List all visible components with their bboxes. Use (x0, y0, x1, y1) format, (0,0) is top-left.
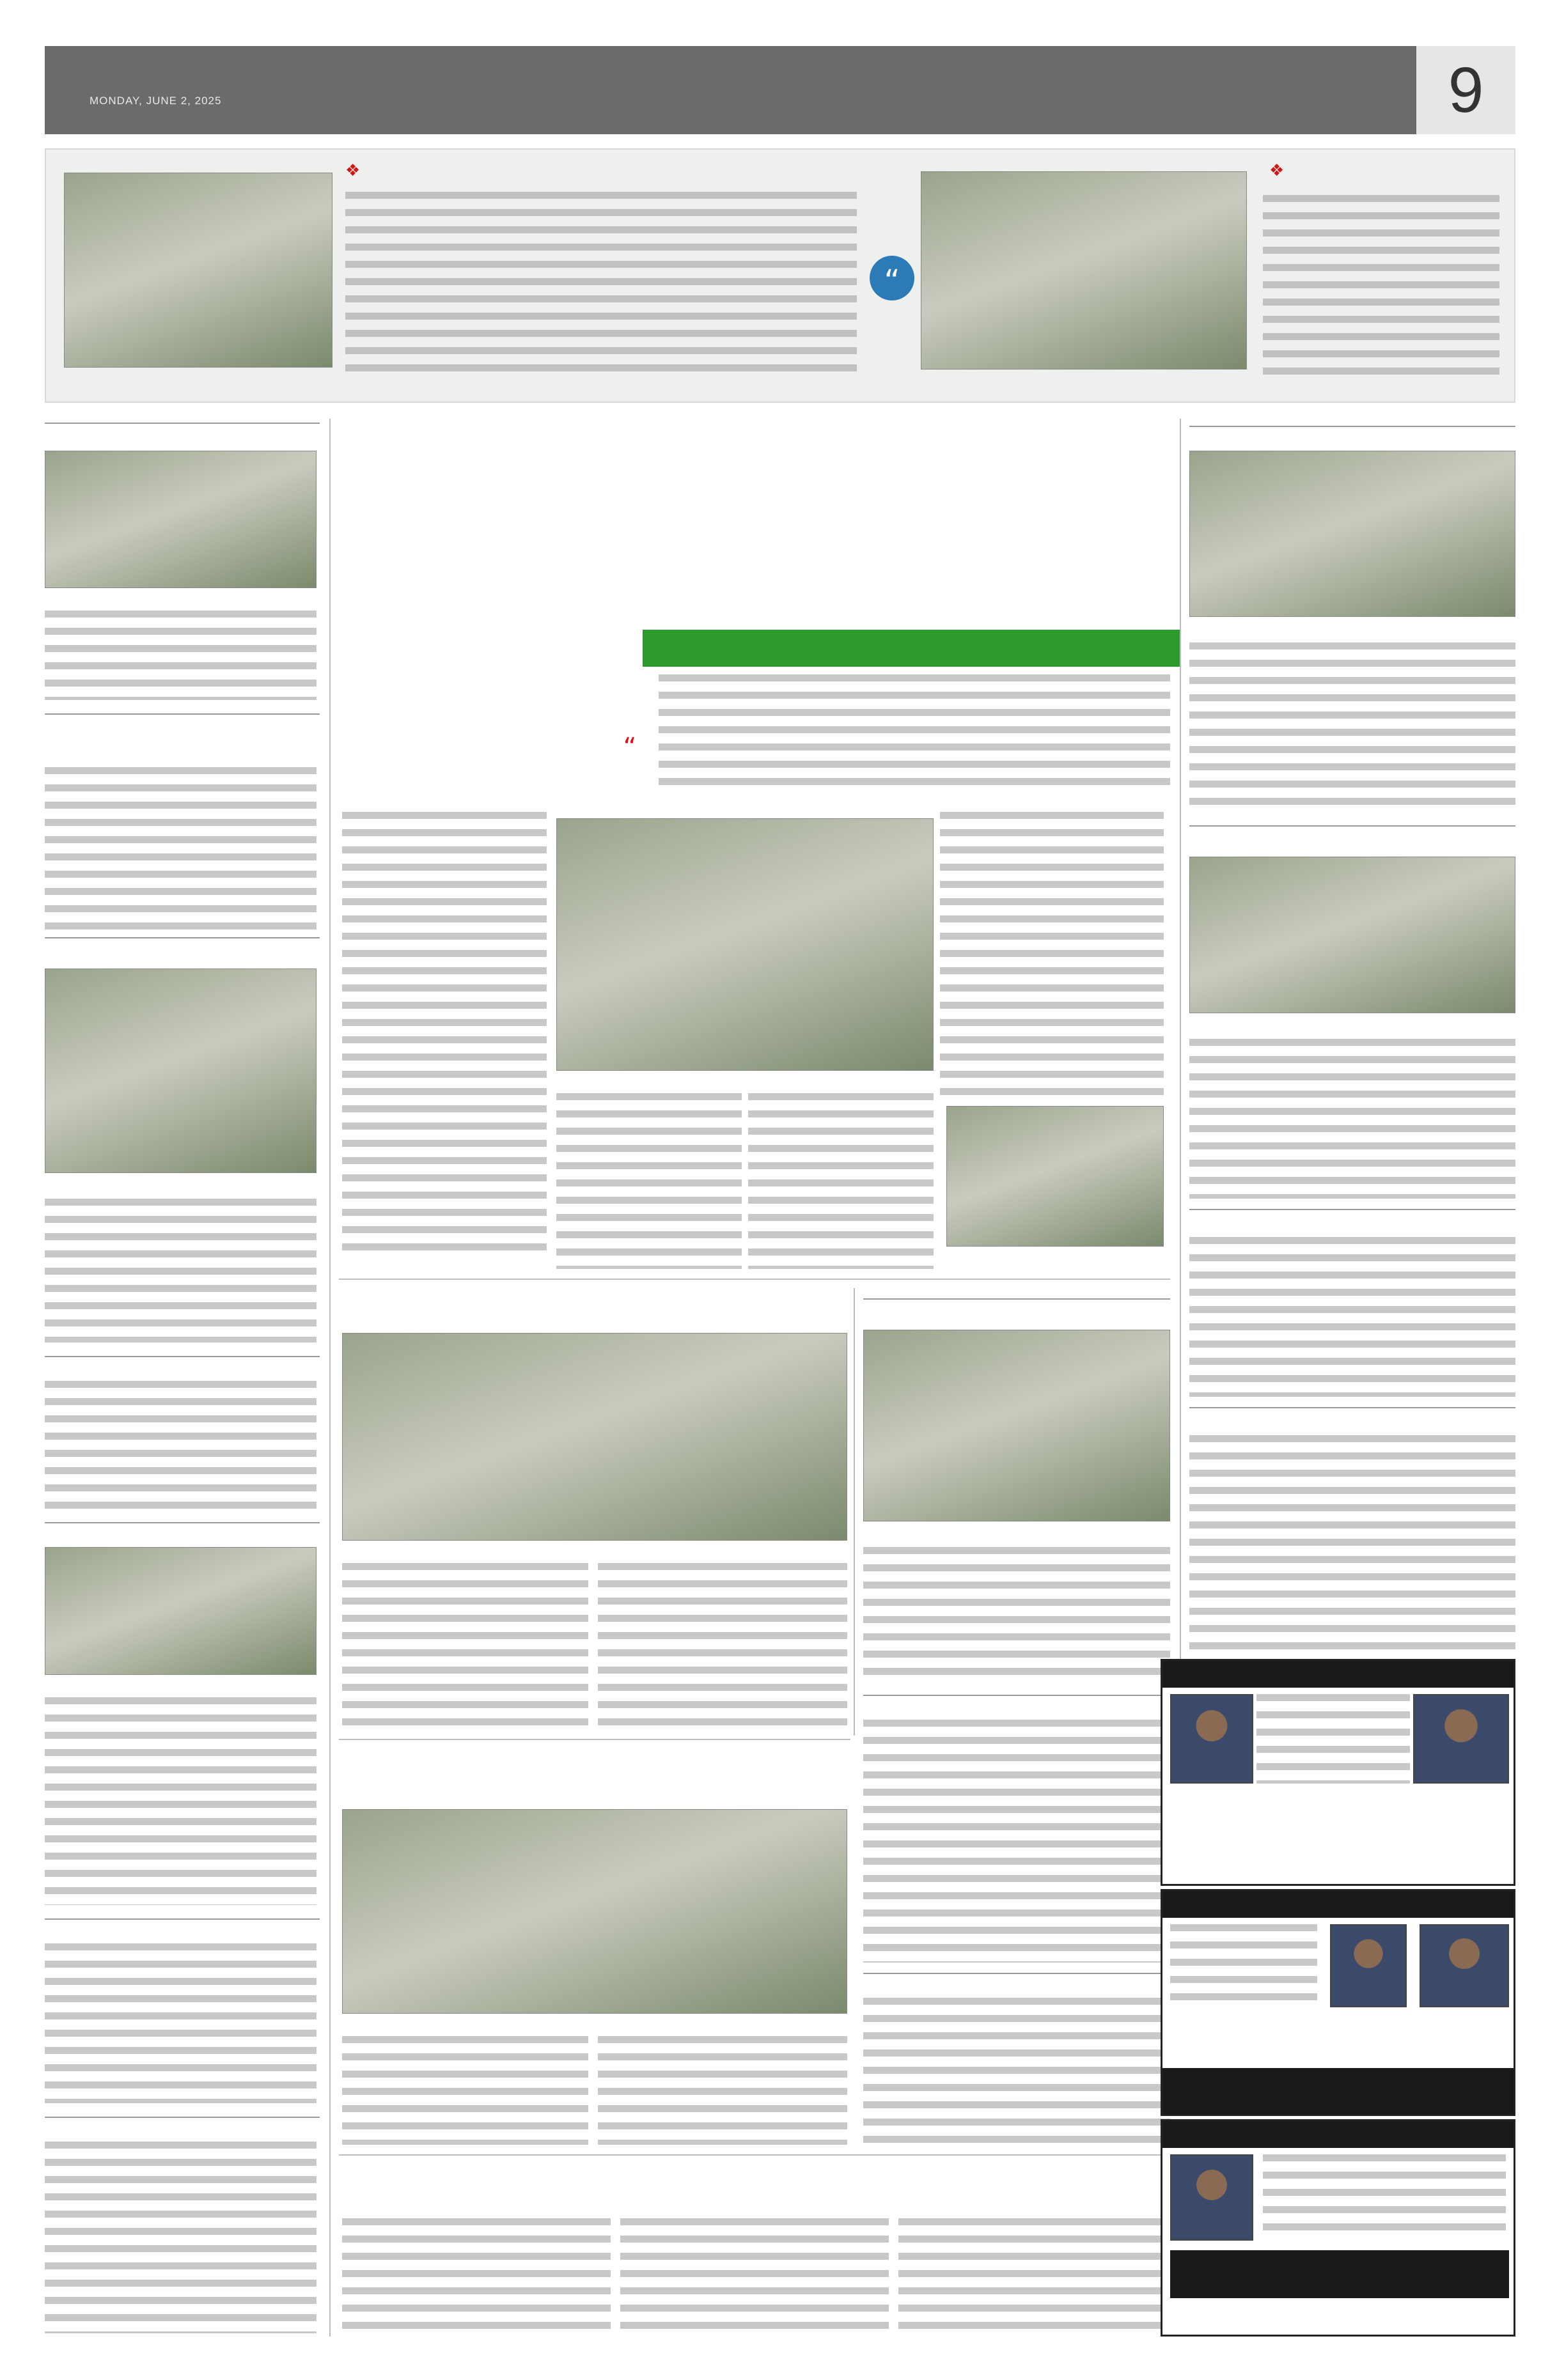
formation-col2 (620, 2218, 889, 2337)
column-rule-left (329, 419, 331, 2337)
road-photo (64, 173, 333, 368)
right-headline-2 (1189, 821, 1515, 827)
condolence-photo (342, 1809, 847, 2014)
right-headline-1 (1189, 422, 1515, 427)
lead-subheadline-bar (643, 630, 1180, 667)
left-photo-2 (45, 968, 317, 1173)
left-story-6-body (45, 1943, 317, 2103)
ad-1-copy (1256, 1694, 1410, 1784)
right-story-2-body (1189, 1039, 1515, 1199)
best-employee-photo (863, 1330, 1170, 1521)
ad-2-copy (1170, 1924, 1317, 2007)
ad-1-banner (1162, 1661, 1514, 1688)
diamond-bullet-icon-right: ❖ (1269, 161, 1285, 180)
singareni-body (863, 1720, 1170, 1963)
right-headline-3 (1189, 1205, 1515, 1210)
left-headline-2 (45, 710, 320, 715)
ad-3-footer (1170, 2250, 1509, 2298)
leather-park-col2 (598, 1563, 847, 1729)
left-story-3-body (45, 1199, 317, 1342)
header-date-english: MONDAY, JUNE 2, 2025 (90, 95, 222, 107)
ad-1-portrait-right (1413, 1694, 1509, 1784)
right-headline-4 (1189, 1403, 1515, 1408)
condolence-col1 (342, 2036, 588, 2145)
ad-2-portrait-left (1330, 1924, 1407, 2007)
drain-photo (921, 171, 1247, 369)
formation-col1 (342, 2218, 611, 2337)
column-rule-center (854, 1288, 855, 1736)
leather-park-col1 (342, 1563, 588, 1729)
condolence-col2 (598, 2036, 847, 2145)
right-story-4-body (1189, 1435, 1515, 1649)
page-number: 9 (1416, 46, 1515, 134)
lead-col2-body (556, 1093, 742, 1269)
left-story-1-body (45, 611, 317, 700)
ad-2-portrait-right (1420, 1924, 1509, 2007)
ad-3-banner (1162, 2121, 1514, 2148)
left-headline-4 (45, 1352, 320, 1357)
left-headline-1 (45, 419, 320, 424)
leather-park-photo (342, 1333, 847, 1541)
section-title (758, 52, 1410, 129)
cooperation-body (863, 1998, 1170, 2151)
right-story-3-body (1189, 1237, 1515, 1397)
left-story-7-body (45, 2142, 317, 2333)
lead-intro-paragraph (659, 674, 1170, 793)
left-headline-7 (45, 2113, 320, 2118)
right-photo-2 (1189, 857, 1515, 1013)
quote-icon: “ (870, 256, 914, 300)
cleaning-photo (946, 1106, 1164, 1247)
left-photo-3 (45, 1547, 317, 1675)
strip-story-left-body (345, 192, 857, 374)
function-hall-photo (556, 818, 934, 1071)
ad-2-footer (1162, 2068, 1514, 2114)
lead-col4-body (940, 812, 1164, 1103)
ad-3-copy (1263, 2154, 1506, 2241)
left-headline-3 (45, 933, 320, 938)
left-story-2-body (45, 767, 317, 930)
formation-col3 (898, 2218, 1170, 2337)
right-photo-1 (1189, 451, 1515, 617)
singareni-headline (863, 1691, 1170, 1696)
diamond-bullet-icon: ❖ (345, 161, 361, 180)
strip-story-right-body (1263, 195, 1499, 377)
condolence-top-rule (339, 1739, 850, 1740)
best-employee-body (863, 1547, 1170, 1684)
left-story-5-body (45, 1697, 317, 1905)
formation-top-rule (339, 2154, 1170, 2156)
lead-col1-body (342, 812, 547, 1259)
right-story-1-body (1189, 642, 1515, 812)
lead-col3-body (748, 1093, 934, 1269)
ad-2-banner (1162, 1891, 1514, 1918)
lead-bottom-rule (339, 1279, 1170, 1280)
best-employee-headline (863, 1295, 1170, 1300)
ad-3-portrait (1170, 2154, 1253, 2241)
ad-1-portrait-left (1170, 1694, 1253, 1784)
left-story-4-body (45, 1381, 317, 1512)
left-photo-1 (45, 451, 317, 588)
left-headline-6 (45, 1915, 320, 1920)
lead-quote-icon: “ (611, 726, 649, 764)
column-rule-right (1180, 419, 1181, 1659)
left-headline-5 (45, 1518, 320, 1523)
cooperation-headline (863, 1969, 1170, 1974)
